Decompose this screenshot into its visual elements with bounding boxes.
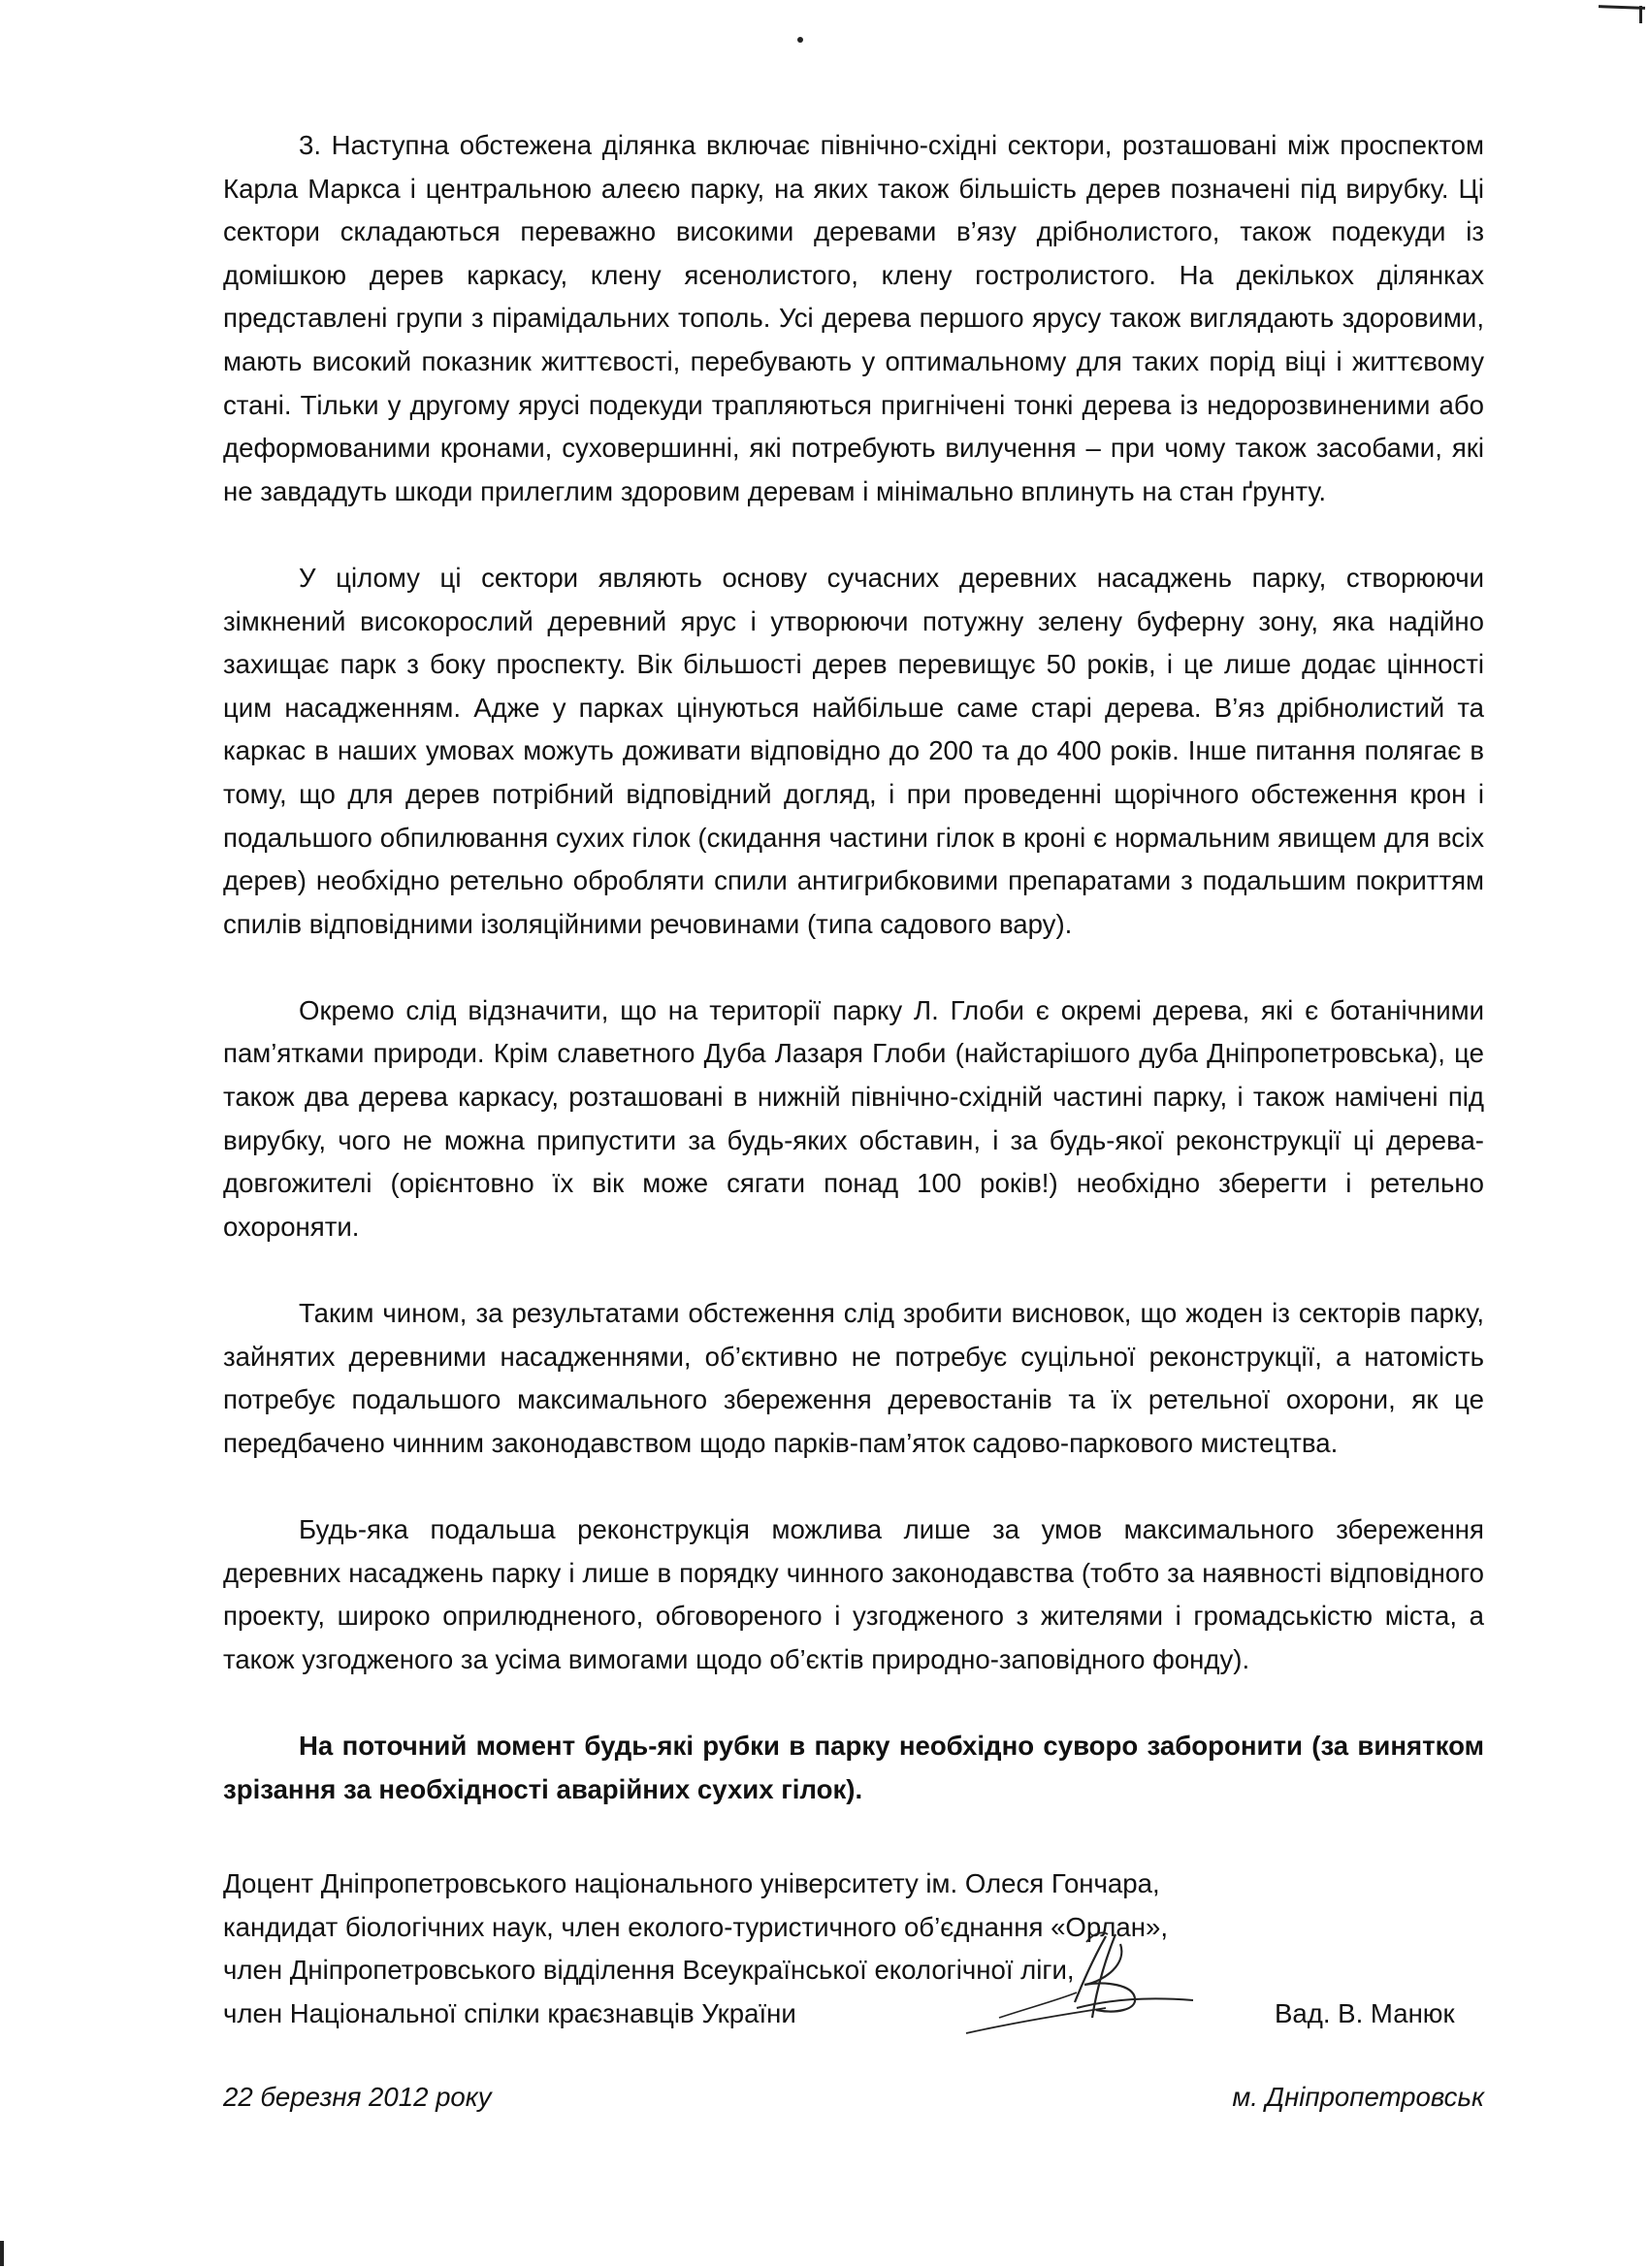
paragraph-natural-monuments: Окремо слід відзначити, що на території парку Л. Глоби є окремі дерева, які є ботанічними пам’ятками природи. Крім славетного Дуба Лазаря Глоби (найстарішого дуба Дніпропетровська), це також два дерева каркасу, розташовані в нижній північно-східній частині парку, і також намічені під вирубку, чого не можна припустити за будь-яких обставин, і за будь-якої реконструкції ці дерева-довгожителі (орієнтовно їх вік може сягати понад 100 років!) необхідно зберегти і ретельно охороняти. <box>223 994 1484 1242</box>
signature-block <box>223 1863 1484 2035</box>
paragraph-sector-value: У цілому ці сектори являють основу сучасних деревних насаджень парку, створюючи зімкнений високорослий деревний ярус і утворюючи потужну зелену буферну зону, яка надійно захищає парк з боку проспекту. Вік більшості дерев перевищує 50 років, і це лише додає цінності цим насадженням. Адже у парках цінуються найбільше саме старі дерева. В’яз дрібнолистий та каркас в наших умовах можуть доживати відповідно до 200 та до 400 років. Інше питання полягає в тому, що для дерев потрібний відповідний догляд, і при проведенні щорічного обстеження крон і подальшого обпилювання сухих гілок (скидання частини гілок в кроні є нормальним явищем для всіх дерев) необхідно ретельно обробляти спили антигрибковими препаратами з подальшим покриттям спилів відповідними ізоляційними речовинами (типа садового вару). <box>223 562 1484 939</box>
paragraph-reconstruction-conditions: Будь-яка подальша реконструкція можлива лише за умов максимального збереження деревних насаджень парку і лише в порядку чинного законодавства (тобто за наявності відповідного проекту, широко оприлюдненого, обговореного і узгодженого з жителями і громадськістю міста, а також узгодженого за усіма вимогами щодо об’єктів природно-заповідного фонду). <box>223 1514 1484 1674</box>
signer-title-line: Доцент Дніпропетровського національного університету ім. Олеся Гончара, <box>223 1868 1160 1898</box>
body-text <box>223 124 1484 1855</box>
document-date: 22 березня 2012 року <box>223 2082 492 2112</box>
scan-speck <box>797 37 803 43</box>
signer-title-line: член Національної спілки краєзнавців України <box>223 1997 796 2028</box>
signer-title-line: кандидат біологічних наук, член еколого-туристичного об’єднання «Орлан», <box>223 1911 1168 1942</box>
signer-title-line: член Дніпропетровського відділення Всеукраїнської екологічної ліги, <box>223 1955 1075 1986</box>
signer-name: Вад. В. Манюк <box>1275 1998 1455 2028</box>
scan-edge-mark <box>1599 5 1645 10</box>
scan-edge-mark <box>1639 6 1642 23</box>
paragraph-survey-sector-3: 3. Наступна обстежена ділянка включає північно-східні сектори, розташовані між проспектом Карла Маркса і центральною алеєю парку, на яких також більшість дерев позначені під вирубку. Ці сектори складаються переважно високими деревами в’язу дрібнолистого, також подекуди із домішкою дерев каркасу, клену ясенолистого, клену гостролистого. На декількох ділянках представлені групи з пірамідальних тополь. Усі дерева першого ярусу також виглядають здоровими, мають високий показник життєвості, перебувають у оптимальному для таких порід віці і життєвому стані. Тільки у другому ярусі подекуди трапляються пригнічені тонкі дерева із недорозвиненими або деформованими кронами, суховершинні, які потребують вилучення – при чому також засобами, які не завдадуть шкоди прилеглим здоровим деревам і мінімально вплинуть на стан ґрунту. <box>223 130 1484 506</box>
scan-edge-mark <box>0 2241 4 2266</box>
paragraph-conclusion: Таким чином, за результатами обстеження слід зробити висновок, що жоден із секторів парку, зайнятих деревними насадженнями, об’єктивно не потребує суцільної реконструкції, а натомість потребує подальшого максимального збереження деревостанів та їх ретельної охорони, як це передбачено чинним законодавством щодо парків-пам’яток садово-паркового мистецтва. <box>223 1298 1484 1458</box>
paragraph-logging-ban: На поточний момент будь-які рубки в парку необхідно суворо заборонити (за винятком зрізання за необхідності аварійних сухих гілок). <box>223 1730 1484 1804</box>
handwritten-signature <box>960 1925 1232 2041</box>
document-city: м. Дніпропетровськ <box>1232 2082 1484 2112</box>
